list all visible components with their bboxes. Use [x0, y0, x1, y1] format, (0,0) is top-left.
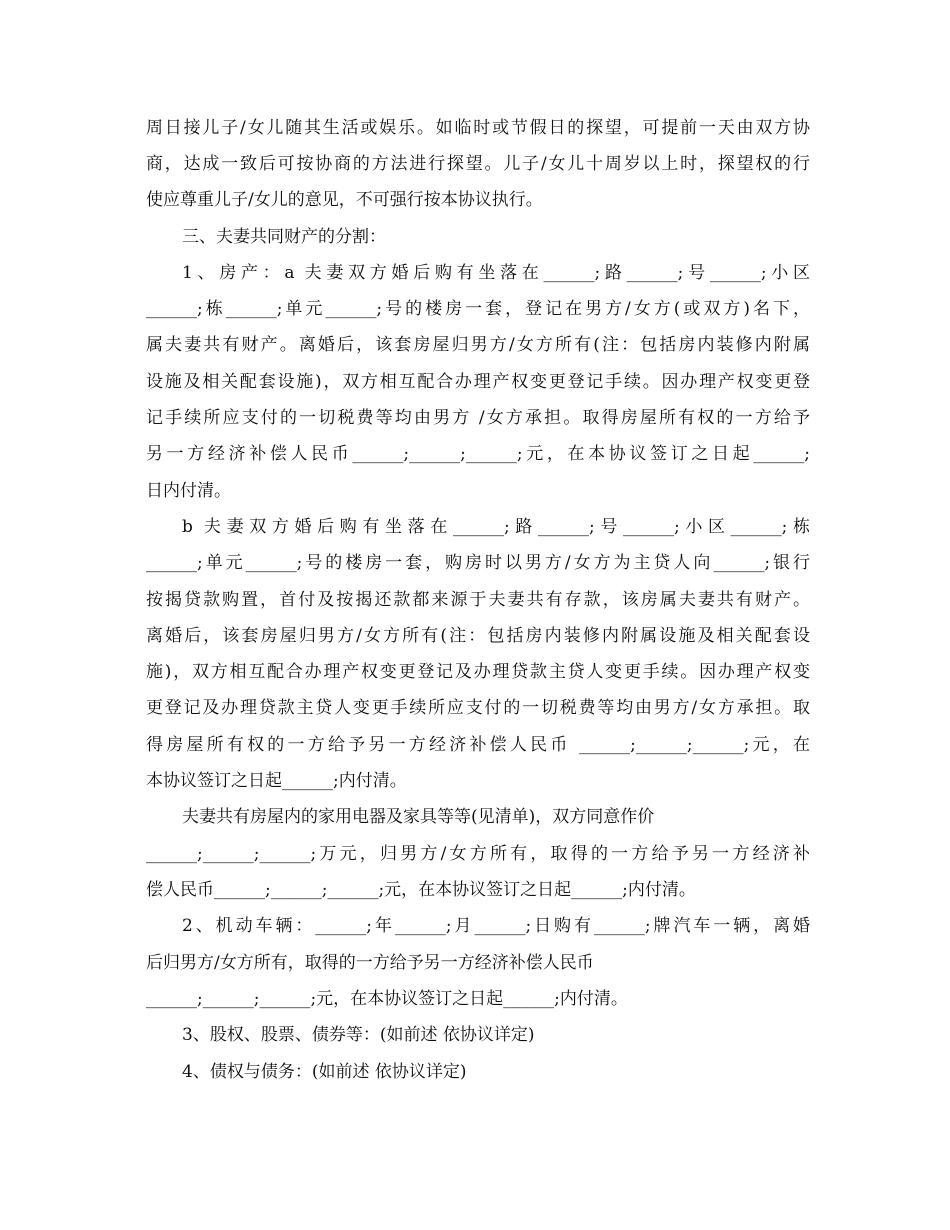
- paragraph-line: ______;栋______;单元______;号的楼房一套，登记在男方/女方(或双方)名下，: [146, 299, 810, 319]
- paragraph-line: 另一方经济补偿人民币______;______;______;元，在本协议签订之日起______;: [146, 444, 810, 464]
- paragraph-line: 偿人民币______;______;______;元，在本协议签订之日起______;内付清。: [146, 880, 696, 900]
- paragraph-line: 2、机动车辆：______;年______;月______;日购有______;牌汽车一辆，离婚: [182, 916, 810, 936]
- section-item: 3、股权、股票、债券等：(如前述 依协议详定): [182, 1025, 535, 1045]
- section-item: 4、债权与债务：(如前述 依协议详定): [182, 1062, 467, 1082]
- paragraph-line: 设施及相关配套设施)，双方相互配合办理产权变更登记手续。因办理产权变更登: [146, 372, 810, 392]
- paragraph-line: 后归男方/女方所有，取得的一方给予另一方经济补偿人民币: [146, 953, 594, 973]
- paragraph-line: 本协议签订之日起______;内付清。: [146, 771, 407, 791]
- paragraph-line: ______;______;______;元，在本协议签订之日起______;内付清。: [146, 989, 628, 1009]
- paragraph-line: 商，达成一致后可按协商的方法进行探望。儿子/女儿十周岁以上时，探望权的行: [146, 154, 810, 174]
- paragraph-line: 记手续所应支付的一切税费等均由男方 /女方承担。取得房屋所有权的一方给予: [146, 408, 810, 428]
- paragraph-line: 更登记及办理贷款主贷人变更手续所应支付的一切税费等均由男方/女方承担。取: [146, 698, 810, 718]
- paragraph-line: 属夫妻共有财产。离婚后，该套房屋归男方/女方所有(注：包括房内装修内附属: [146, 335, 810, 355]
- paragraph-line: 夫妻共有房屋内的家用电器及家具等等(见清单)，双方同意作价: [182, 807, 655, 827]
- paragraph-line: b 夫妻双方婚后购有坐落在______;路______;号______;小区______;栋: [182, 517, 810, 537]
- paragraph-line: 施)，双方相互配合办理产权变更登记及办理贷款主贷人变更手续。因办理产权变: [146, 662, 810, 682]
- paragraph-line: 1、房产：a 夫妻双方婚后购有坐落在______;路______;号______;小区: [182, 263, 810, 283]
- paragraph-line: ______;单元______;号的楼房一套，购房时以男方/女方为主贷人向______;银行: [146, 553, 810, 573]
- paragraph-line: 日内付清。: [146, 481, 231, 501]
- paragraph-line: 使应尊重儿子/女儿的意见，不可强行按本协议执行。: [146, 190, 543, 210]
- paragraph-line: 得房屋所有权的一方给予另一方经济补偿人民币 ______;______;______;元，在: [146, 735, 810, 755]
- section-heading: 三、夫妻共同财产的分割：: [182, 227, 386, 247]
- paragraph-line: 离婚后，该套房屋归男方/女方所有(注：包括房内装修内附属设施及相关配套设: [146, 626, 810, 646]
- paragraph-line: 按揭贷款购置，首付及按揭还款都来源于夫妻共有存款，该房属夫妻共有财产。: [146, 590, 810, 610]
- paragraph-line: 周日接儿子/女儿随其生活或娱乐。如临时或节假日的探望，可提前一天由双方协: [146, 118, 810, 138]
- paragraph-line: ______;______;______;万元，归男方/女方所有，取得的一方给予另一方经济补: [146, 844, 810, 864]
